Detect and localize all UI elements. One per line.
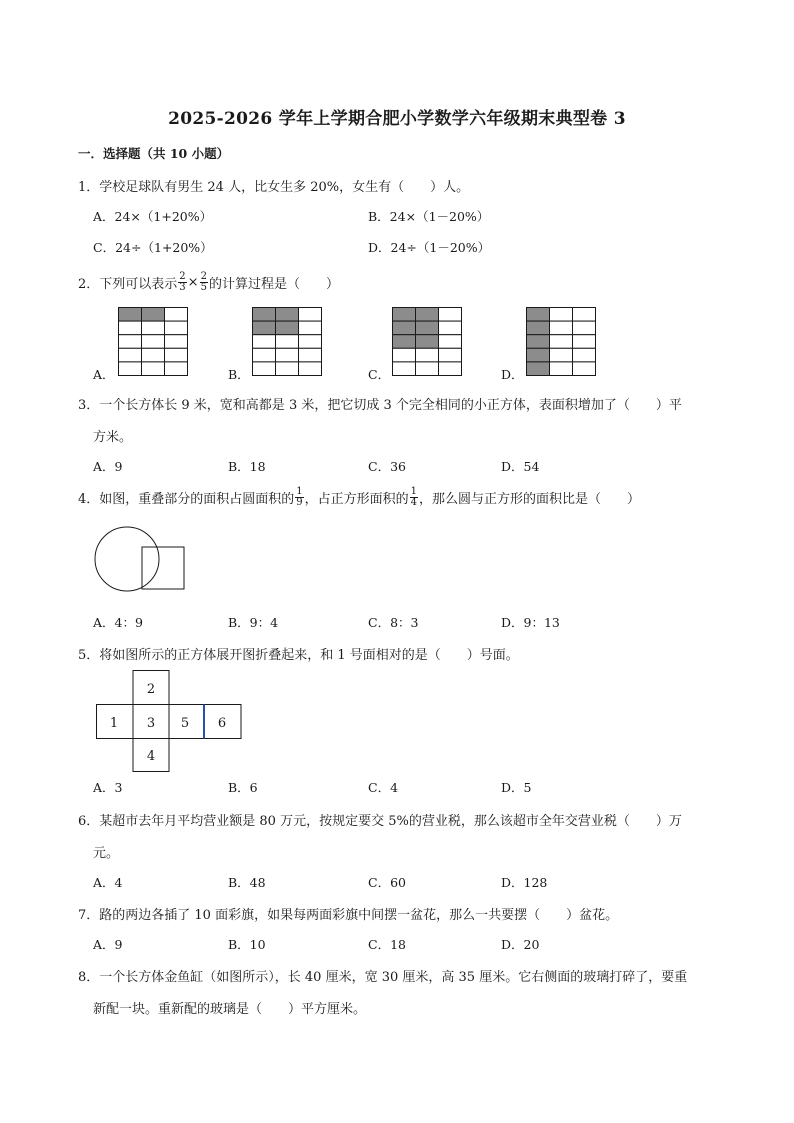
question-6-option-d: D．128	[501, 875, 548, 890]
question-5-option-a: A．3	[93, 780, 123, 795]
grid-cell-shaded	[393, 308, 416, 322]
question-3-line-2: 方米。	[93, 430, 133, 445]
question-2-option-a: A．	[93, 367, 115, 382]
grid-cell	[573, 308, 596, 322]
grid-cell	[416, 362, 439, 376]
grid-cell-shaded	[119, 308, 142, 322]
grid-cell	[299, 308, 322, 322]
question-2-option-c: C．	[368, 367, 391, 382]
question-3-option-b: B．18	[228, 459, 266, 474]
grid-cell	[550, 362, 573, 376]
question-1-option-a: A．24×（1+20%）	[93, 209, 213, 224]
grid-cell	[299, 335, 322, 349]
question-4-fraction-1	[295, 487, 303, 508]
grid-figure-a	[118, 307, 188, 377]
question-3-option-d: D．54	[501, 459, 540, 474]
question-4-text-after: ，那么圆与正方形的面积比是（ ）	[419, 492, 641, 507]
grid-cell	[142, 321, 165, 335]
fraction-denominator: 4	[410, 497, 418, 508]
grid-cell	[119, 362, 142, 376]
grid-cell-shaded	[416, 308, 439, 322]
page-title: 2025-2026 学年上学期合肥小学数学六年级期末典型卷 3	[168, 109, 626, 129]
grid-cell	[119, 321, 142, 335]
question-8-line-1: 8．一个长方体金鱼缸（如图所示），长 40 厘米，宽 30 厘米，高 35 厘米。它右侧面的玻璃打碎了，要重	[78, 970, 688, 985]
question-5-text: 5．将如图所示的正方体展开图折叠起来，和 1 号面相对的是（ ）号面。	[78, 648, 519, 663]
question-3-line-1: 3．一个长方体长 9 米，宽和高都是 3 米，把它切成 3 个完全相同的小正方体，表面积增加了（ ）平	[78, 398, 682, 413]
grid-cell	[119, 335, 142, 349]
face-label-5: 5	[180, 716, 190, 731]
question-6-option-b: B．48	[228, 875, 266, 890]
grid-cell	[573, 321, 596, 335]
question-4-fraction-2	[410, 487, 418, 508]
grid-cell-shaded	[527, 348, 550, 362]
face-label-1: 1	[109, 716, 119, 731]
grid-cell-shaded	[253, 321, 276, 335]
question-4-option-a: A．4：9	[93, 615, 143, 630]
question-8-line-2: 新配一块。重新配的玻璃是（ ）平方厘米。	[93, 1002, 367, 1017]
grid-cell	[276, 362, 299, 376]
fraction-numerator: 2	[200, 271, 207, 282]
question-7-text: 7．路的两边各插了 10 面彩旗，如果每两面彩旗中间摆一盆花，那么一共要摆（ ）盆花。	[78, 908, 619, 923]
grid-cell	[142, 362, 165, 376]
fraction-denominator: 9	[296, 497, 303, 508]
grid-cell	[142, 335, 165, 349]
grid-cell	[165, 308, 188, 322]
grid-cell-shaded	[527, 362, 550, 376]
fraction-denominator: 3	[179, 282, 186, 293]
question-1-text: 1．学校足球队有男生 24 人，比女生多 20%，女生有（ ）人。	[78, 180, 470, 195]
question-2-fraction-2	[200, 272, 208, 293]
question-1-option-b: B．24×（1－20%）	[368, 209, 490, 224]
grid-cell-shaded	[276, 321, 299, 335]
question-4-option-c: C．8：3	[368, 615, 419, 630]
circle-shape	[95, 527, 159, 591]
fraction-numerator: 1	[296, 486, 303, 497]
grid-cell	[165, 362, 188, 376]
question-2-text	[78, 272, 339, 293]
grid-cell	[253, 348, 276, 362]
grid-cell	[299, 348, 322, 362]
question-7-option-b: B．10	[228, 937, 266, 952]
grid-cell	[550, 348, 573, 362]
question-6-line-2: 元。	[93, 846, 120, 861]
grid-cell-shaded	[527, 308, 550, 322]
cube-net-figure	[96, 670, 244, 772]
grid-cell	[416, 348, 439, 362]
question-1-option-c: C．24÷（1+20%）	[93, 240, 213, 255]
grid-cell	[119, 348, 142, 362]
grid-cell-shaded	[416, 335, 439, 349]
grid-cell-shaded	[253, 308, 276, 322]
question-5-option-c: C．4	[368, 780, 399, 795]
question-4-text-mid: ，占正方形面积的	[304, 492, 409, 507]
grid-figure-d	[526, 307, 596, 377]
grid-cell	[276, 335, 299, 349]
fraction-numerator: 2	[179, 271, 186, 282]
grid-cell-shaded	[416, 321, 439, 335]
grid-cell	[550, 308, 573, 322]
grid-cell	[439, 348, 462, 362]
face-label-2: 2	[146, 682, 156, 697]
question-6-option-a: A．4	[93, 875, 123, 890]
question-6-option-c: C．60	[368, 875, 406, 890]
question-4-text-before: 4．如图，重叠部分的面积占圆面积的	[78, 492, 295, 507]
grid-cell	[550, 321, 573, 335]
grid-cell	[299, 321, 322, 335]
fraction-denominator: 5	[200, 282, 207, 293]
face-label-4: 4	[146, 749, 156, 764]
grid-cell	[165, 335, 188, 349]
question-4-text	[78, 487, 640, 508]
grid-cell	[253, 362, 276, 376]
question-1-option-d: D．24÷（1－20%）	[368, 240, 491, 255]
grid-figure-c	[392, 307, 462, 377]
section-heading: 一．选择题（共 10 小题）	[78, 146, 230, 161]
question-5-option-d: D．5	[501, 780, 532, 795]
grid-cell	[393, 348, 416, 362]
grid-cell	[573, 348, 596, 362]
grid-cell	[439, 321, 462, 335]
grid-cell-shaded	[142, 308, 165, 322]
grid-cell	[142, 348, 165, 362]
grid-cell	[299, 362, 322, 376]
grid-cell	[439, 308, 462, 322]
grid-cell-shaded	[527, 321, 550, 335]
grid-cell	[573, 362, 596, 376]
question-4-option-b: B．9：4	[228, 615, 279, 630]
grid-cell-shaded	[393, 321, 416, 335]
question-2-option-d: D．	[501, 367, 524, 382]
face-label-3: 3	[146, 716, 156, 731]
grid-cell	[439, 335, 462, 349]
grid-cell	[393, 362, 416, 376]
grid-cell	[165, 321, 188, 335]
question-4-option-d: D．9：13	[501, 615, 560, 630]
fraction-numerator: 1	[410, 486, 418, 497]
question-3-option-a: A．9	[93, 459, 123, 474]
face-label-6: 6	[217, 716, 227, 731]
question-2-text-after: 的计算过程是（ ）	[208, 277, 339, 292]
question-7-option-d: D．20	[501, 937, 540, 952]
grid-cell-shaded	[393, 335, 416, 349]
question-2-text-before: 2．下列可以表示	[78, 277, 178, 292]
grid-cell	[165, 348, 188, 362]
grid-cell	[439, 362, 462, 376]
grid-cell-shaded	[276, 308, 299, 322]
circle-square-figure	[94, 526, 189, 596]
question-5-option-b: B．6	[228, 780, 258, 795]
grid-cell	[550, 335, 573, 349]
grid-cell	[573, 335, 596, 349]
question-2-option-b: B．	[228, 367, 250, 382]
grid-cell	[276, 348, 299, 362]
question-2-fraction-1	[178, 272, 186, 293]
grid-figure-b	[252, 307, 322, 377]
grid-cell	[253, 335, 276, 349]
question-3-option-c: C．36	[368, 459, 406, 474]
question-7-option-a: A．9	[93, 937, 123, 952]
grid-cell-shaded	[527, 335, 550, 349]
question-7-option-c: C．18	[368, 937, 406, 952]
times-sign: ×	[187, 275, 199, 290]
question-6-line-1: 6．某超市去年月平均营业额是 80 万元，按规定要交 5%的营业税，那么该超市全年交营业税（ ）万	[78, 814, 682, 829]
